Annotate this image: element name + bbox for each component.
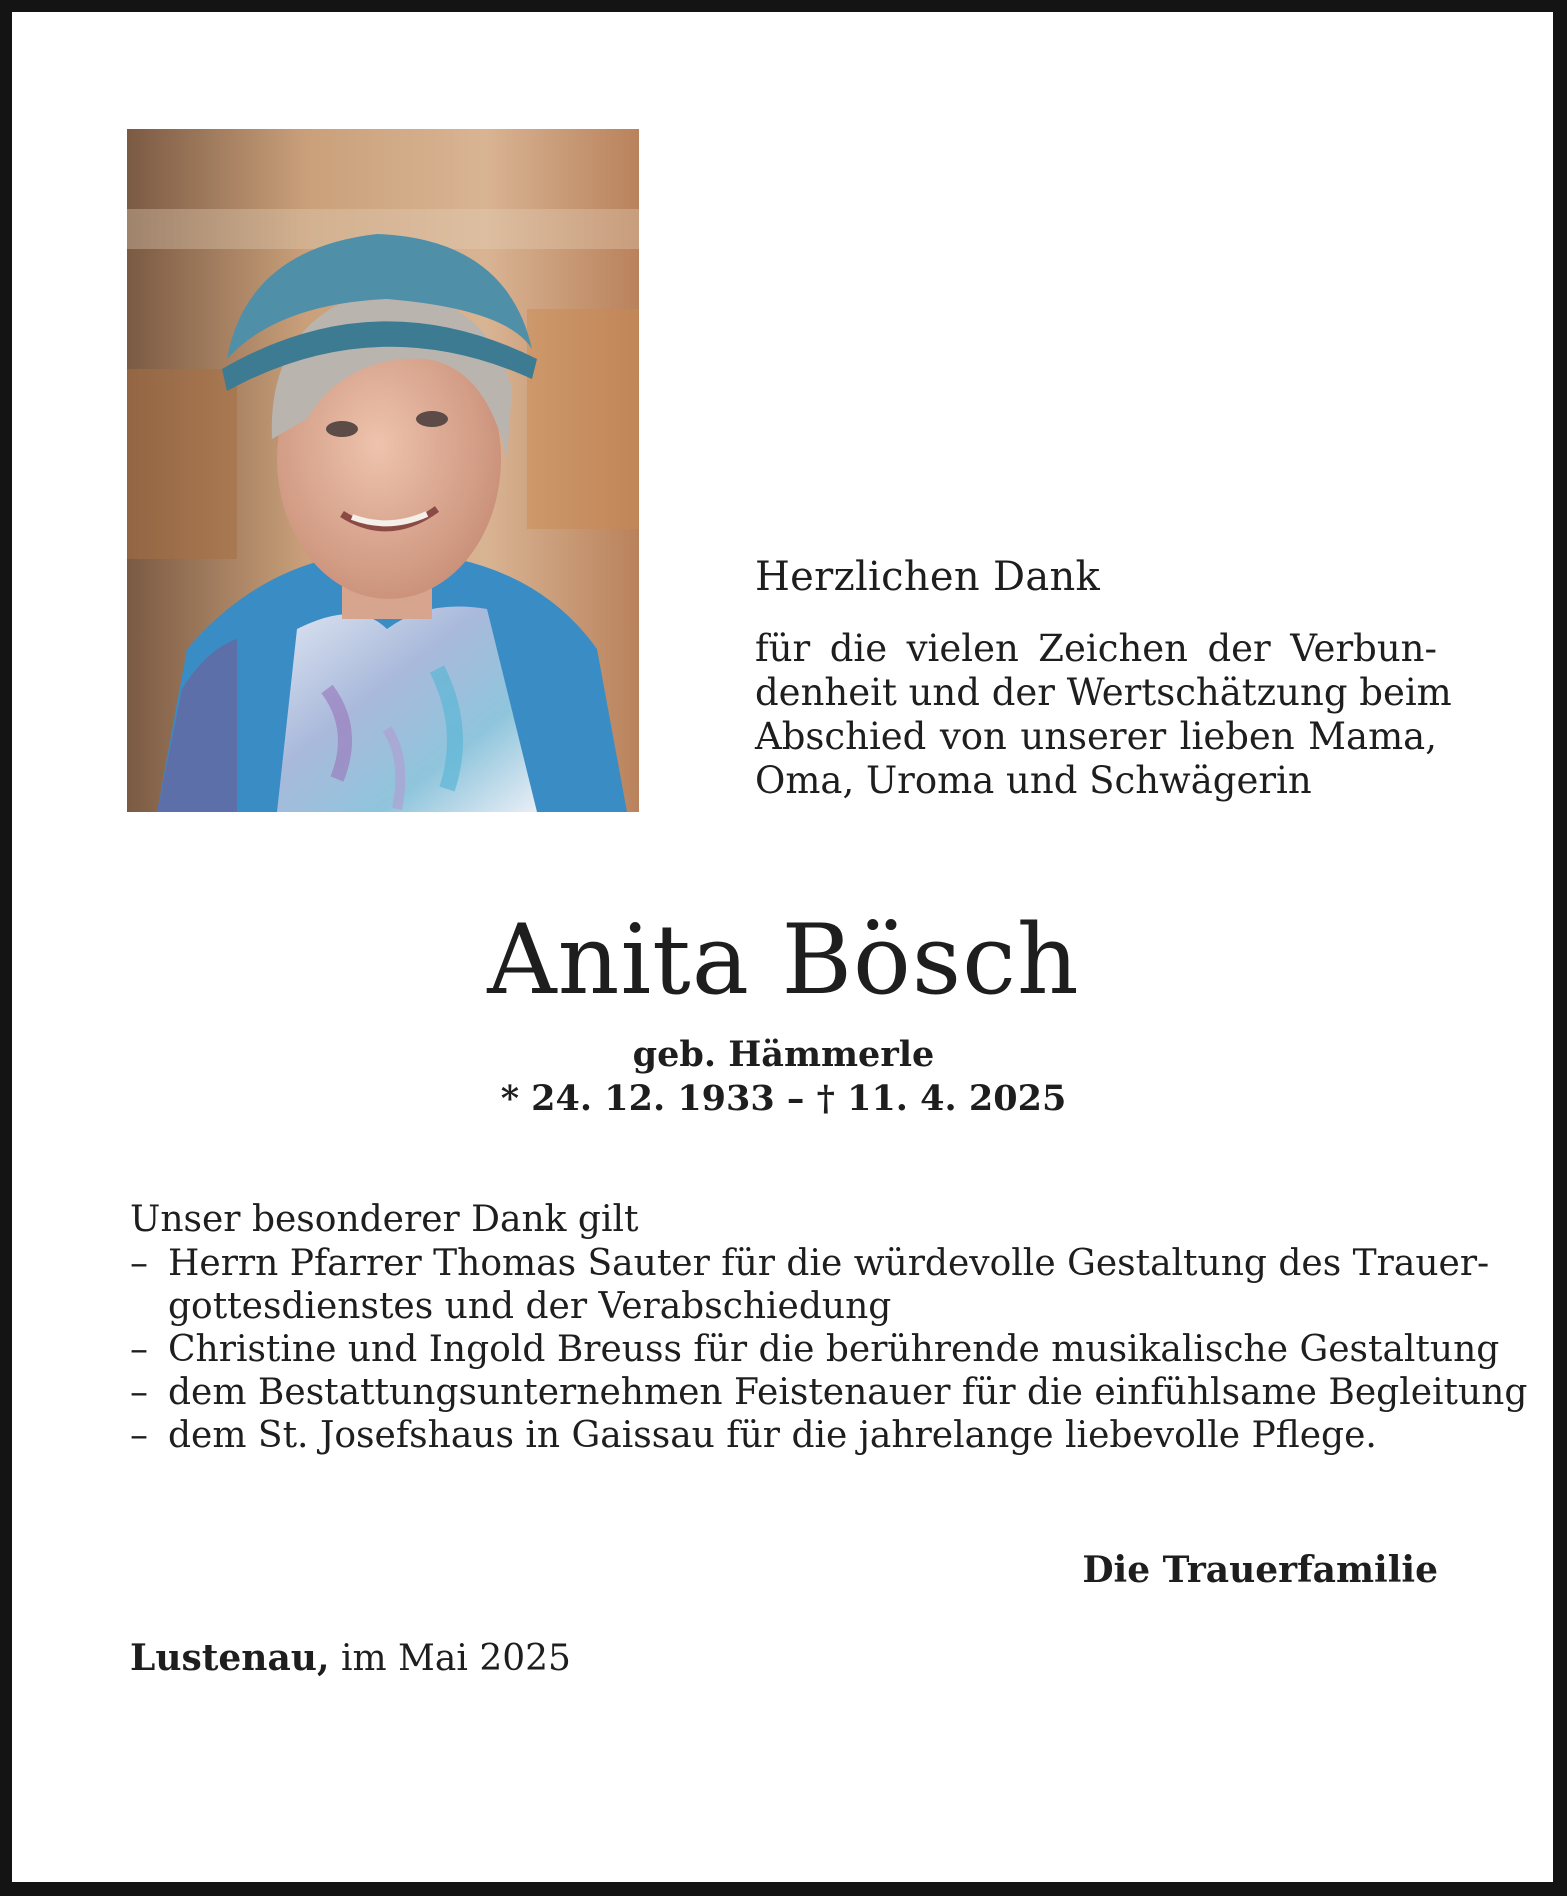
thanks-line: Oma, Uroma und Schwägerin	[755, 759, 1312, 802]
life-dates: * 24. 12. 1933 – † 11. 4. 2025	[500, 1078, 1067, 1119]
list-item	[130, 1328, 1500, 1371]
dash-bullet: –	[130, 1372, 148, 1413]
portrait-icon	[127, 129, 639, 812]
place-date	[130, 1636, 571, 1681]
special-thanks-list	[130, 1242, 1528, 1457]
thanks-block	[755, 553, 1452, 803]
list-item-line: dem St. Josefshaus in Gaissau für die jahrelange liebevolle Pflege.	[168, 1415, 1377, 1456]
thanks-line: Abschied von unserer lieben Mama,	[755, 715, 1437, 758]
special-thanks-intro: Unser besonderer Dank gilt	[130, 1199, 639, 1240]
dash-bullet: –	[130, 1415, 148, 1456]
list-item	[130, 1371, 1528, 1414]
list-item-line: Herrn Pfarrer Thomas Sauter für die würdevolle Gestaltung des Trauer-	[168, 1243, 1490, 1284]
list-item-line: gottesdienstes und der Verabschiedung	[168, 1286, 892, 1327]
list-item-line: Christine und Ingold Breuss für die berührende musikalische Gestaltung	[168, 1329, 1500, 1370]
thanks-line: für die vielen Zeichen der Verbun-	[755, 627, 1437, 670]
place-month: im Mai 2025	[340, 1638, 571, 1679]
list-item-line: dem Bestattungsunternehmen Feistenauer für die einfühlsame Begleitung	[168, 1372, 1528, 1413]
thanks-text	[755, 627, 1452, 803]
deceased-name: Anita Bösch	[487, 904, 1080, 1016]
dash-bullet: –	[130, 1329, 148, 1370]
dash-bullet: –	[130, 1243, 148, 1284]
signature: Die Trauerfamilie	[1082, 1549, 1438, 1591]
special-thanks	[130, 1198, 1528, 1457]
place-city: Lustenau,	[130, 1637, 330, 1679]
portrait-photo	[127, 129, 639, 812]
list-item	[130, 1414, 1440, 1457]
thanks-line: denheit und der Wertschätzung beim	[755, 671, 1452, 714]
thanks-heading: Herzlichen Dank	[755, 554, 1101, 600]
list-item	[130, 1242, 1490, 1328]
maiden-name: geb. Hämmerle	[632, 1034, 935, 1075]
